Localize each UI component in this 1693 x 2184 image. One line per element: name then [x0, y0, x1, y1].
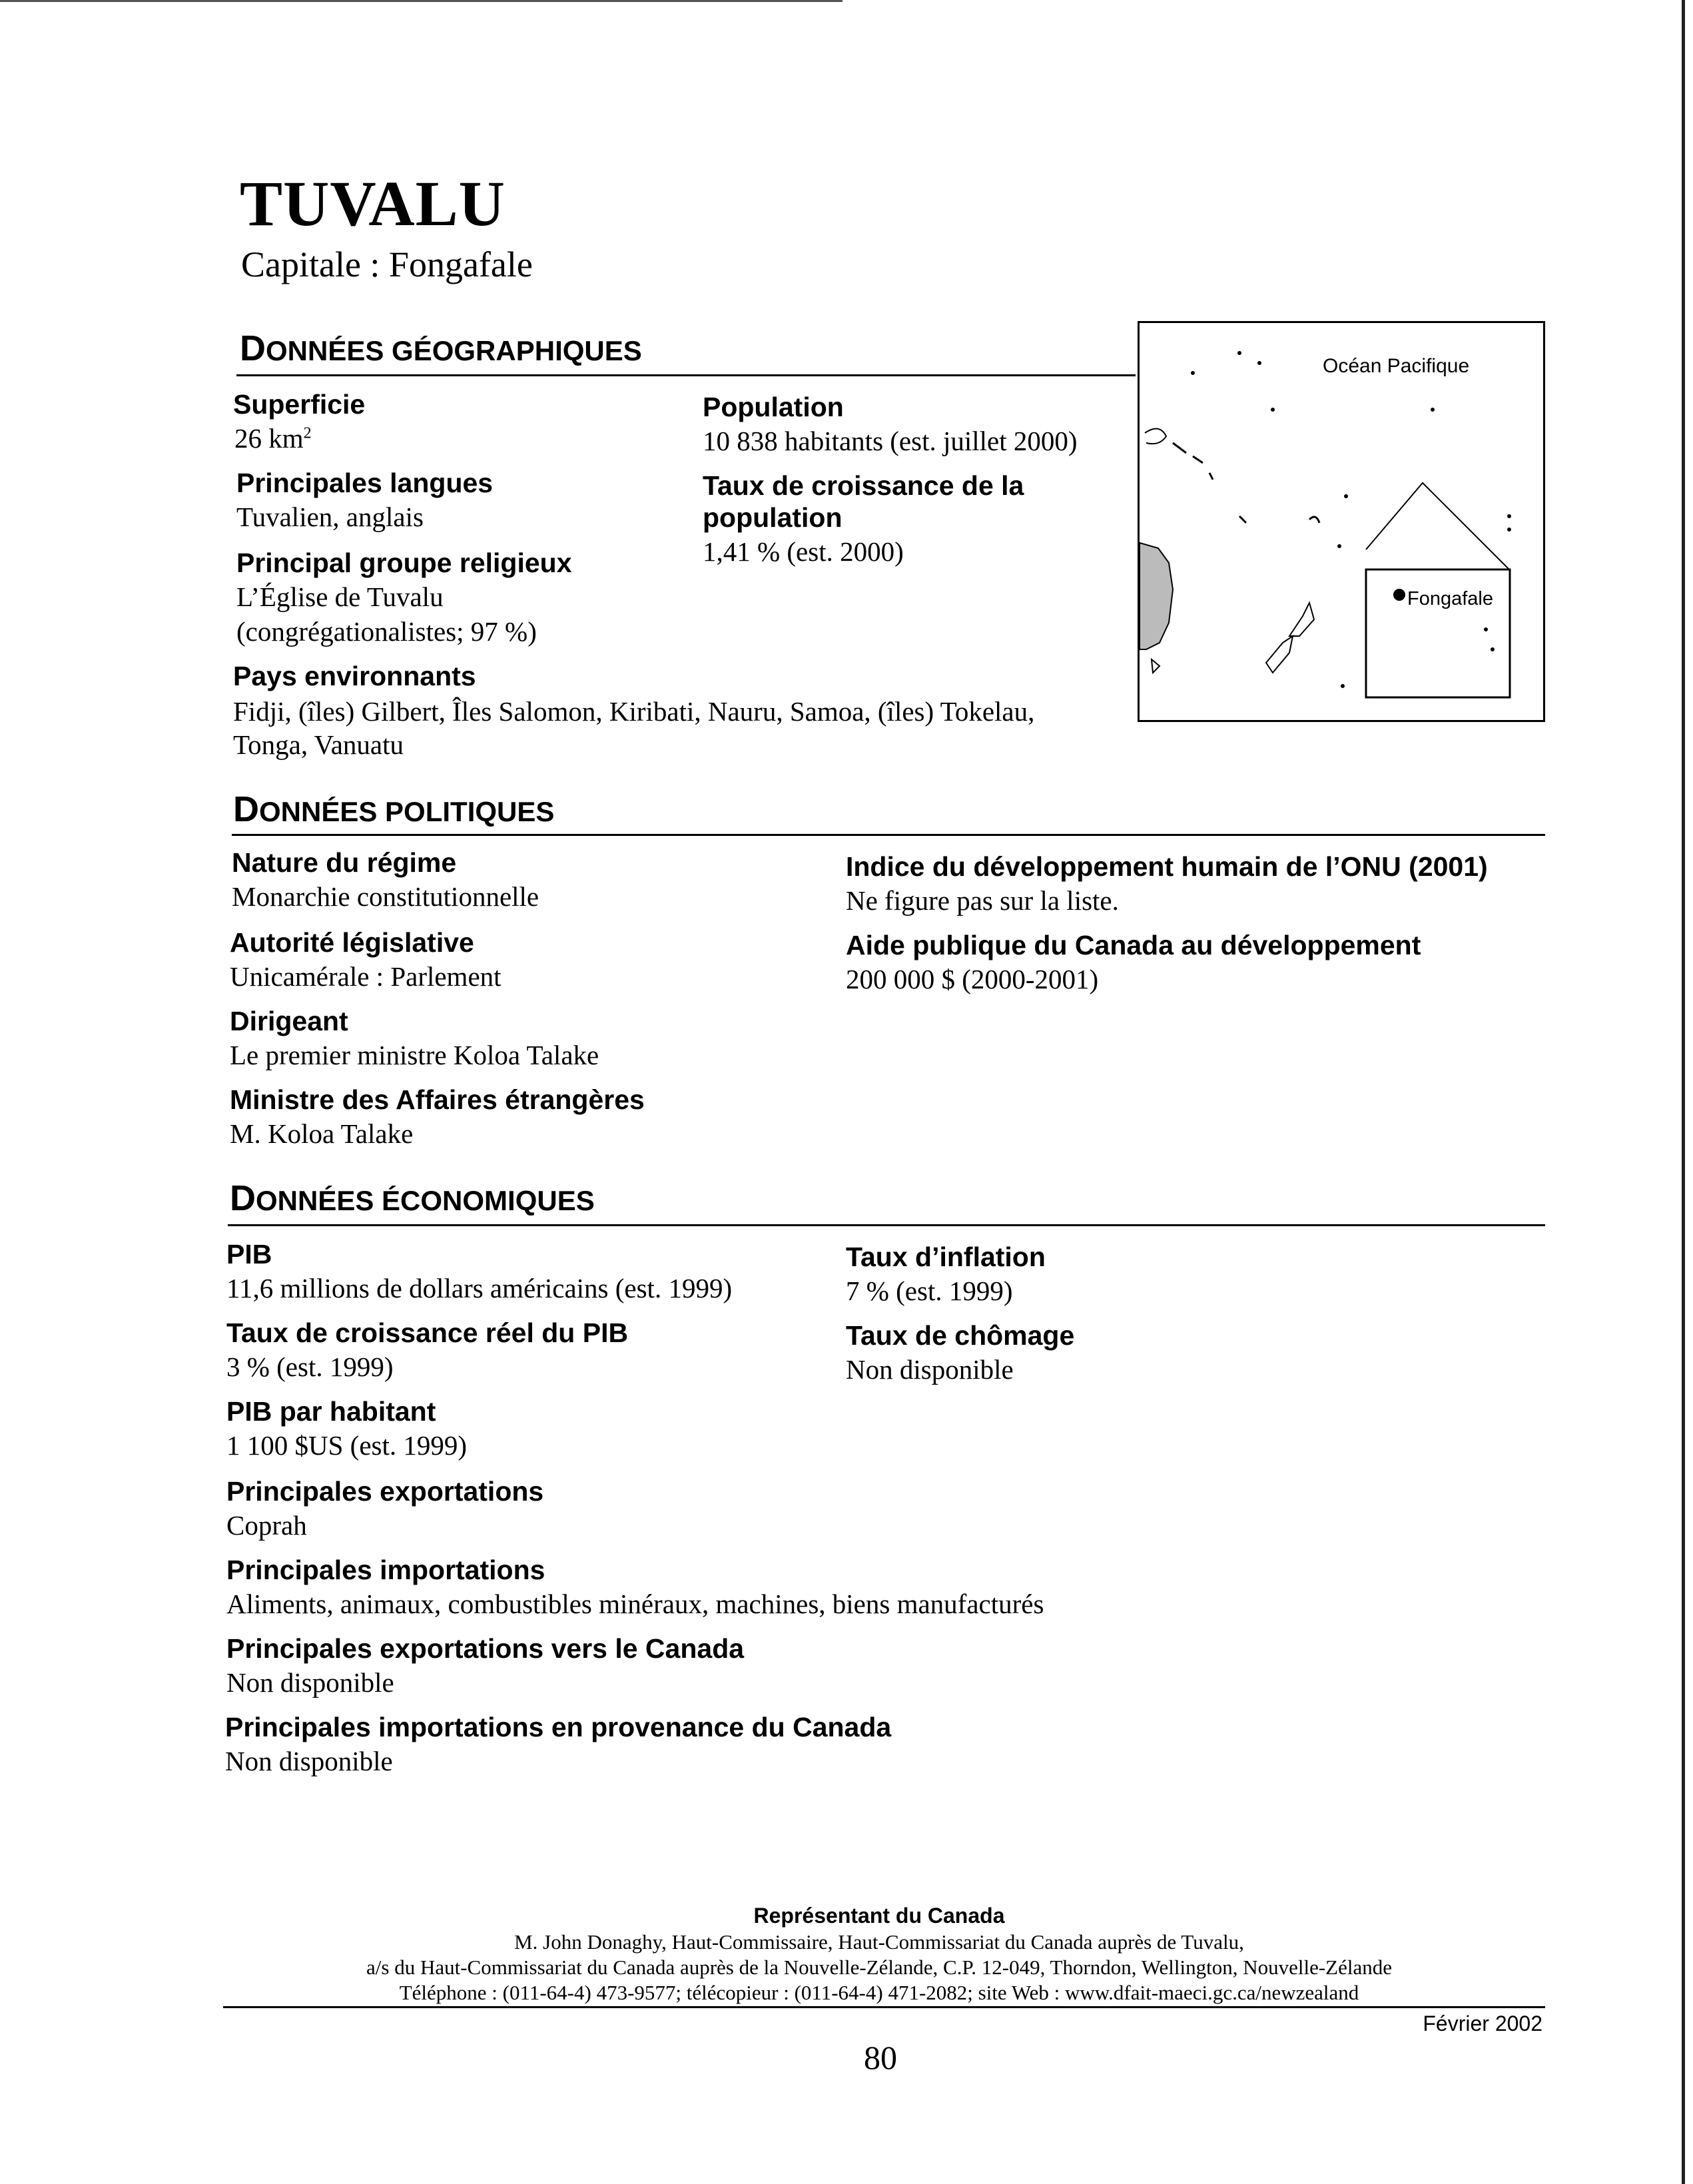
section-heading-geo: DONNÉES GÉOGRAPHIQUES [240, 328, 642, 368]
croissance-pib-label: Taux de croissance réel du PIB [226, 1317, 629, 1348]
imp-canada-value: Non disponible [225, 1746, 393, 1776]
exp-canada-value: Non disponible [226, 1667, 394, 1698]
legislative-value: Unicamérale : Parlement [230, 961, 502, 992]
section-heading-economie: DONNÉES ÉCONOMIQUES [230, 1178, 595, 1218]
ministre-label: Ministre des Affaires étrangères [230, 1084, 645, 1115]
footer-rule [223, 2006, 1545, 2008]
pays-value-line1: Fidji, (îles) Gilbert, Îles Salomon, Kiribati, Nauru, Samoa, (îles) Tokelau, [233, 696, 1035, 727]
superficie-value: 26 $km^2$ [234, 423, 312, 454]
chomage-label: Taux de chômage [846, 1320, 1075, 1351]
map-drawing [1140, 323, 1543, 720]
exp-canada-label: Principales exportations vers le Canada [226, 1633, 745, 1664]
zoom-lines [1366, 483, 1509, 569]
capital-dot [1393, 589, 1405, 601]
dirigeant-label: Dirigeant [230, 1006, 348, 1036]
exports-label: Principales exportations [226, 1476, 544, 1507]
regime-value: Monarchie constitutionnelle [232, 881, 539, 912]
dirigeant-value: Le premier ministre Koloa Talake [230, 1040, 599, 1070]
fiji [1309, 517, 1319, 523]
pib-label: PIB [226, 1239, 272, 1270]
inflation-label: Taux d’inflation [846, 1242, 1046, 1272]
religion-value-line2: (congrégationalistes; 97 %) [236, 616, 537, 647]
langues-label: Principales langues [236, 468, 494, 498]
pib-habitant-label: PIB par habitant [226, 1396, 436, 1427]
australia-coast [1140, 543, 1173, 649]
regime-label: Nature du régime [232, 847, 457, 878]
population-value: 10 838 habitants (est. juillet 2000) [703, 426, 1078, 456]
map-capital-label: Fongafale [1407, 588, 1493, 609]
croissance-pib-value: 3 % (est. 1999) [226, 1351, 394, 1382]
imports-value: Aliments, animaux, combustibles minéraux, machines, biens manufacturés [226, 1589, 1044, 1619]
footer-line1: M. John Donaghy, Haut-Commissaire, Haut-Commissariat du Canada auprès de Tuvalu, [514, 1930, 1244, 1954]
imports-label: Principales importations [226, 1555, 545, 1585]
location-map [1138, 321, 1545, 722]
papua-coast [1145, 429, 1166, 444]
capital-subtitle: Capitale : Fongafale [241, 244, 533, 284]
new-zealand-north [1289, 603, 1314, 636]
section-rule-economie [228, 1224, 1545, 1226]
section-rule-politique [232, 834, 1545, 836]
croissance-pop-value: 1,41 % (est. 2000) [703, 536, 904, 567]
ocean-label: Océan Pacifique [1323, 355, 1470, 377]
section-rule-geo [236, 374, 1136, 376]
idh-label: Indice du développement humain de l’ONU (2001) [846, 851, 1488, 882]
superficie-label: Superficie [233, 389, 366, 420]
footer-heading: Représentant du Canada [753, 1904, 1005, 1928]
section-heading-politique: DONNÉES POLITIQUES [233, 789, 555, 829]
tasmania-coast [1152, 659, 1160, 673]
pays-label: Pays environnants [233, 661, 476, 691]
chomage-value: Non disponible [846, 1354, 1014, 1385]
right-edge-line [1682, 0, 1685, 2184]
pib-habitant-value: 1 100 $US (est. 1999) [226, 1430, 468, 1461]
pays-value-line2: Tonga, Vanuatu [233, 729, 404, 760]
footer-line3: Téléphone : (011-64-4) 473-9577; télécopieur : (011-64-4) 471-2082; site Web : www.dfait-maeci.gc.ca/newzealand [399, 1981, 1359, 2004]
top-border-line [0, 0, 843, 2]
aide-value: 200 000 $ (2000-2001) [846, 964, 1099, 994]
page-title: TUVALU [240, 168, 506, 239]
religion-label: Principal groupe religieux [236, 547, 572, 578]
exports-value: Coprah [226, 1510, 307, 1541]
footer-date: Février 2002 [1423, 2011, 1542, 2035]
footer-line2: a/s du Haut-Commissariat du Canada auprès de la Nouvelle-Zélande, C.P. 12-049, Thorndon, Wellington, Nouvelle-Zélande [366, 1956, 1392, 1979]
imp-canada-label: Principales importations en provenance du Canada [225, 1712, 892, 1742]
idh-value: Ne figure pas sur la liste. [846, 885, 1119, 916]
religion-value-line1: L’Église de Tuvalu [236, 581, 444, 612]
new-zealand-south [1266, 636, 1293, 673]
page-number: 80 [864, 2039, 897, 2076]
pib-value: 11,6 millions de dollars américains (est. 1999) [226, 1273, 733, 1303]
croissance-pop-label-line1: Taux de croissance de la [703, 470, 1024, 501]
croissance-pop-label-line2: population [703, 502, 843, 533]
legislative-label: Autorité législative [230, 927, 474, 958]
solomon-islands [1173, 443, 1213, 480]
langues-value: Tuvalien, anglais [236, 502, 424, 532]
inflation-value: 7 % (est. 1999) [846, 1275, 1013, 1306]
population-label: Population [703, 392, 844, 422]
vanuatu [1239, 516, 1246, 523]
ministre-value: M. Koloa Talake [230, 1118, 414, 1149]
aide-label: Aide publique du Canada au développement [846, 930, 1421, 960]
